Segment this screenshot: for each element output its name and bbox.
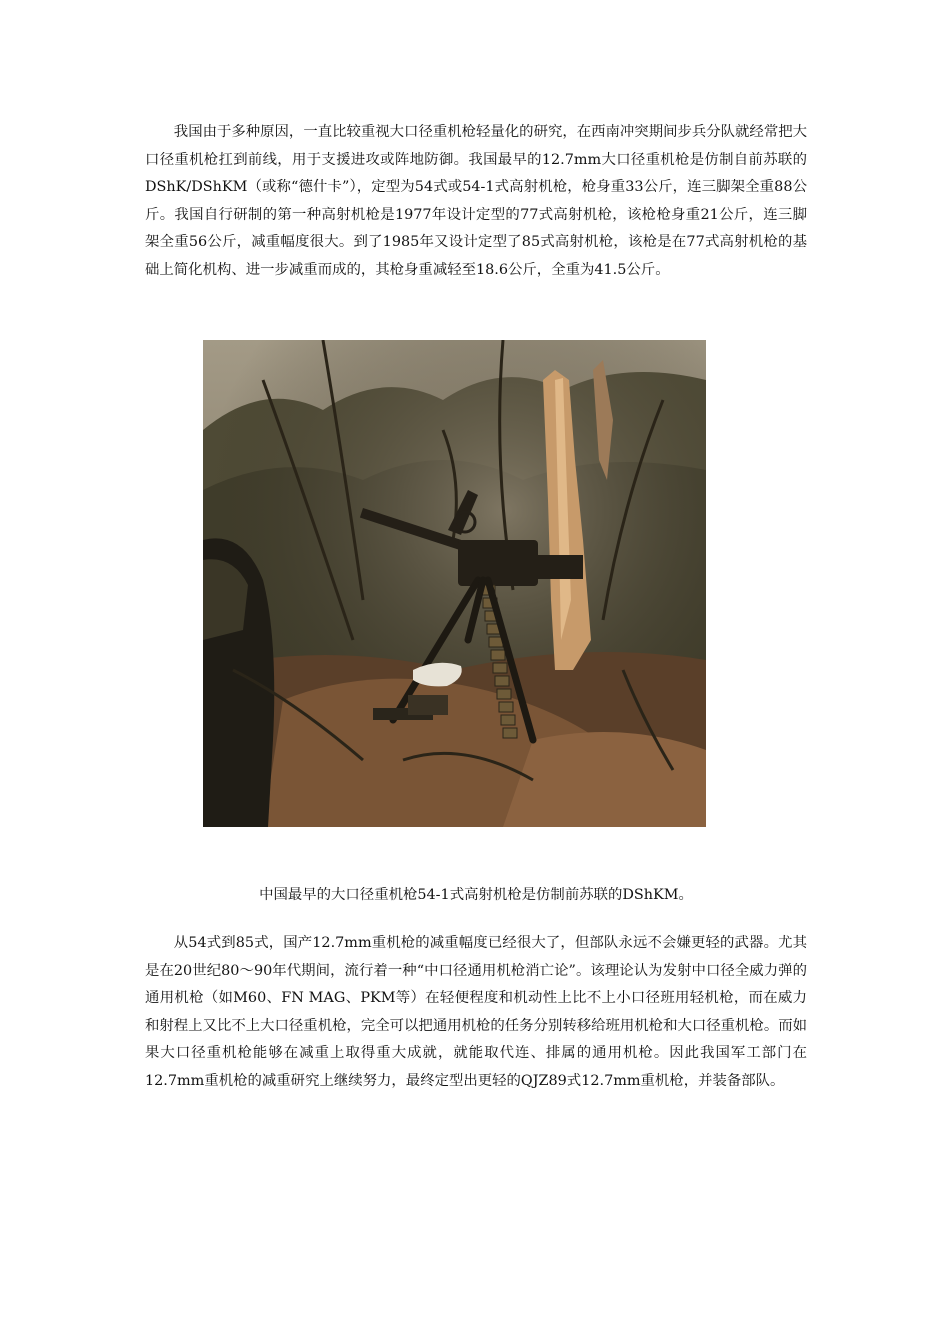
machine-gun-photo (203, 340, 706, 827)
figure-caption: 中国最早的大口径重机枪54-1式高射机枪是仿制前苏联的DShKM。 (259, 887, 693, 903)
paragraph-intro: 我国由于多种原因，一直比较重视大口径重机枪轻量化的研究，在西南冲突期间步兵分队就经常把大口径重机枪扛到前线，用于支援进攻或阵地防御。我国最早的12.7mm大口径重机枪是仿制自前苏联的DShK/DShKM（或称“德什卡”），定型为54式或54-1式高射机枪，枪身重33公斤，连三脚架全重88公斤。我国自行研制的第一种高射机枪是1977年设计定型的77式高射机枪，该枪枪身重21公斤，连三脚架全重56公斤，减重幅度很大。到了1985年又设计定型了85式高射机枪，该枪是在77式高射机枪的基础上简化机构、进一步减重而成的，其枪身重减轻至18.6公斤，全重为41.5公斤。 (145, 124, 807, 278)
figure-photo (203, 340, 706, 827)
paragraph-weight-reduction: 从54式到85式，国产12.7mm重机枪的减重幅度已经很大了，但部队永远不会嫌更轻的武器。尤其是在20世纪80～90年代期间，流行着一种“中口径通用机枪消亡论”。该理论认为发射中口径全威力弹的通用机枪（如M60、FN MAG、PKM等）在轻便程度和机动性上比不上小口径班用轻机枪，而在威力和射程上又比不上大口径重机枪，完全可以把通用机枪的任务分别转移给班用机枪和大口径重机枪。而如果大口径重机枪能够在减重上取得重大成就，就能取代连、排属的通用机枪。因此我国军工部门在12.7mm重机枪的减重研究上继续努力，最终定型出更轻的QJZ89式12.7mm重机枪，并装备部队。 (145, 935, 807, 1089)
